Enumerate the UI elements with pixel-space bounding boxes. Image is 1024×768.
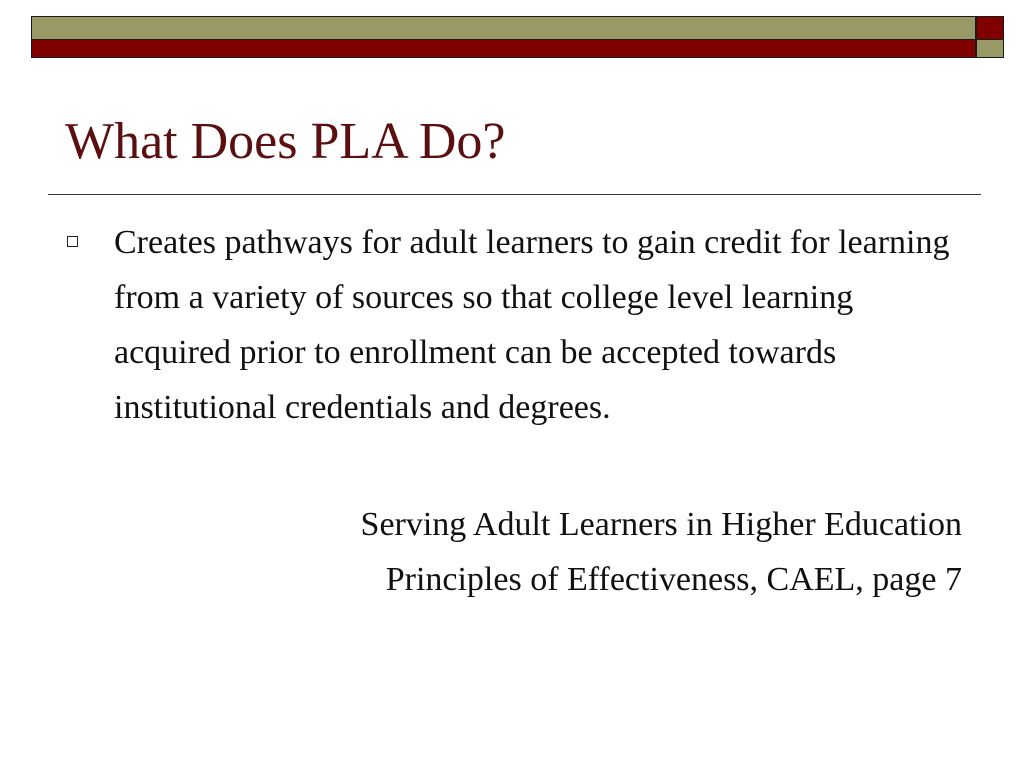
header-corner-square-maroon: [976, 16, 1004, 40]
header-corner-square-olive: [976, 40, 1004, 58]
hollow-square-bullet-icon: [67, 236, 78, 247]
slide-title: What Does PLA Do?: [65, 113, 506, 170]
citation-line-1: Serving Adult Learners in Higher Education: [360, 506, 962, 543]
citation: [114, 497, 962, 607]
header-band-maroon: [31, 40, 976, 58]
header-band-olive: [31, 16, 976, 40]
citation-line-2: Principles of Effectiveness, CAEL, page 7: [385, 561, 962, 598]
bullet-text: Creates pathways for adult learners to gain credit for learning from a variety of sources so that college level learning acquired prior to enrollment can be accepted towards institutional credentials and degrees.: [114, 224, 950, 426]
title-divider: [48, 194, 981, 195]
